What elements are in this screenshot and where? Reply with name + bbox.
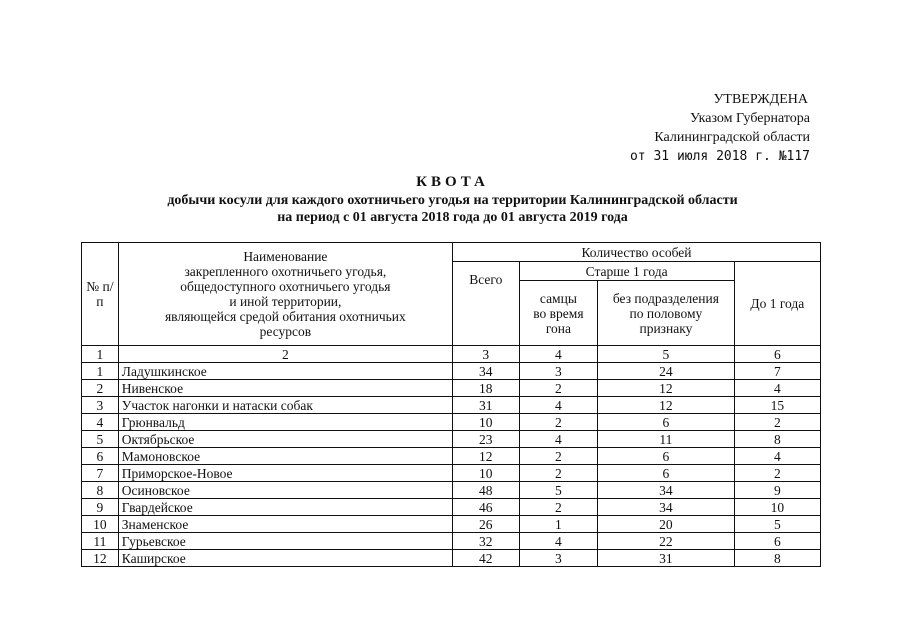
row-number: 9 (82, 499, 119, 516)
row-under1: 8 (734, 550, 820, 567)
row-number: 2 (82, 380, 119, 397)
approval-stamp (630, 90, 810, 166)
row-under1: 4 (734, 448, 820, 465)
row-total: 46 (452, 499, 519, 516)
row-males: 1 (519, 516, 598, 533)
row-nodiv: 6 (598, 414, 734, 431)
row-nodiv: 24 (598, 363, 734, 380)
row-total: 23 (452, 431, 519, 448)
row-total: 26 (452, 516, 519, 533)
row-number: 8 (82, 482, 119, 499)
row-males: 2 (519, 380, 598, 397)
header-nodiv-line: признаку (639, 320, 693, 336)
table-row (82, 380, 821, 397)
row-nodiv: 6 (598, 448, 734, 465)
row-males: 5 (519, 482, 598, 499)
row-under1: 5 (734, 516, 820, 533)
header-num: № п/п (82, 243, 119, 346)
document-title: КВОТА (416, 174, 489, 190)
row-total: 12 (452, 448, 519, 465)
header-under1: До 1 года (734, 262, 820, 346)
row-total: 31 (452, 397, 519, 414)
row-total: 42 (452, 550, 519, 567)
column-number-row (82, 346, 821, 363)
row-number: 4 (82, 414, 119, 431)
row-name: Мамоновское (118, 448, 452, 465)
row-name: Приморское-Новое (118, 465, 452, 482)
row-total: 10 (452, 465, 519, 482)
table-row (82, 482, 821, 499)
row-males: 4 (519, 431, 598, 448)
row-name: Гурьевское (118, 533, 452, 550)
header-name-line: закрепленного охотничьего угодья, (184, 264, 387, 279)
row-under1: 7 (734, 363, 820, 380)
row-number: 12 (82, 550, 119, 567)
table-row (82, 414, 821, 431)
row-males: 4 (519, 533, 598, 550)
colnum-cell: 3 (452, 346, 519, 363)
header-name-line: и иной территории, (229, 294, 342, 309)
header-males (519, 281, 598, 346)
row-nodiv: 6 (598, 465, 734, 482)
table-row (82, 516, 821, 533)
table-row (82, 550, 821, 567)
row-males: 2 (519, 448, 598, 465)
table-row (82, 448, 821, 465)
quota-table (81, 242, 821, 567)
header-nodiv-line: по половому (629, 305, 703, 321)
row-number: 10 (82, 516, 119, 533)
document-heading (0, 173, 905, 226)
row-under1: 4 (734, 380, 820, 397)
colnum-cell: 5 (598, 346, 734, 363)
document-period: на период с 01 августа 2018 года до 01 августа 2019 года (277, 210, 628, 225)
document-subtitle: добычи косули для каждого охотничьего угодья на территории Калининградской области (167, 193, 738, 208)
row-nodiv: 34 (598, 499, 734, 516)
row-total: 34 (452, 363, 519, 380)
table-row (82, 363, 821, 380)
row-nodiv: 22 (598, 533, 734, 550)
row-under1: 10 (734, 499, 820, 516)
table-row (82, 465, 821, 482)
row-number: 11 (82, 533, 119, 550)
row-name: Гвардейское (118, 499, 452, 516)
colnum-cell: 6 (734, 346, 820, 363)
approval-decree: Указом Губернатора (689, 111, 810, 126)
row-name: Грюнвальд (118, 414, 452, 431)
colnum-cell: 1 (82, 346, 119, 363)
table-row (82, 397, 821, 414)
header-total: Всего (452, 262, 519, 346)
header-name-line: ресурсов (259, 324, 312, 339)
row-under1: 9 (734, 482, 820, 499)
row-number: 6 (82, 448, 119, 465)
row-total: 48 (452, 482, 519, 499)
row-name: Нивенское (118, 380, 452, 397)
row-name: Каширское (118, 550, 452, 567)
row-males: 2 (519, 414, 598, 431)
header-males-line: во время (533, 305, 584, 321)
row-total: 32 (452, 533, 519, 550)
row-males: 3 (519, 550, 598, 567)
row-nodiv: 20 (598, 516, 734, 533)
header-males-line: гона (545, 320, 571, 336)
row-under1: 6 (734, 533, 820, 550)
row-males: 2 (519, 499, 598, 516)
row-name: Знаменское (118, 516, 452, 533)
header-nodiv (598, 281, 734, 346)
table-row (82, 431, 821, 448)
row-males: 2 (519, 465, 598, 482)
colnum-cell: 4 (519, 346, 598, 363)
row-name: Ладушкинское (118, 363, 452, 380)
row-number: 5 (82, 431, 119, 448)
row-males: 4 (519, 397, 598, 414)
table-body (82, 363, 821, 567)
row-number: 3 (82, 397, 119, 414)
header-name-line: Наименование (243, 249, 328, 264)
row-number: 7 (82, 465, 119, 482)
row-name: Осиновское (118, 482, 452, 499)
approval-title: УТВЕРЖДЕНА (713, 92, 808, 107)
header-males-line: самцы (539, 290, 577, 306)
row-under1: 15 (734, 397, 820, 414)
colnum-cell: 2 (118, 346, 452, 363)
row-name: Октябрьское (118, 431, 452, 448)
header-name-line: являющейся средой обитания охотничьих (164, 309, 406, 324)
row-under1: 2 (734, 414, 820, 431)
table-row (82, 533, 821, 550)
row-nodiv: 12 (598, 397, 734, 414)
row-total: 18 (452, 380, 519, 397)
header-name (118, 243, 452, 346)
row-total: 10 (452, 414, 519, 431)
header-nodiv-line: без подразделения (612, 290, 719, 306)
header-count: Количество особей (452, 243, 820, 262)
row-under1: 2 (734, 465, 820, 482)
row-number: 1 (82, 363, 119, 380)
approval-date: от 31 июля 2018 г. №117 (629, 149, 810, 164)
row-males: 3 (519, 363, 598, 380)
table-row (82, 499, 821, 516)
row-nodiv: 11 (598, 431, 734, 448)
header-name-line: общедоступного охотничьего угодья (180, 279, 391, 294)
approval-region: Калининградской области (654, 130, 810, 145)
row-nodiv: 34 (598, 482, 734, 499)
row-nodiv: 31 (598, 550, 734, 567)
row-nodiv: 12 (598, 380, 734, 397)
header-older: Старше 1 года (519, 262, 734, 281)
row-under1: 8 (734, 431, 820, 448)
row-name: Участок нагонки и натаски собак (118, 397, 452, 414)
